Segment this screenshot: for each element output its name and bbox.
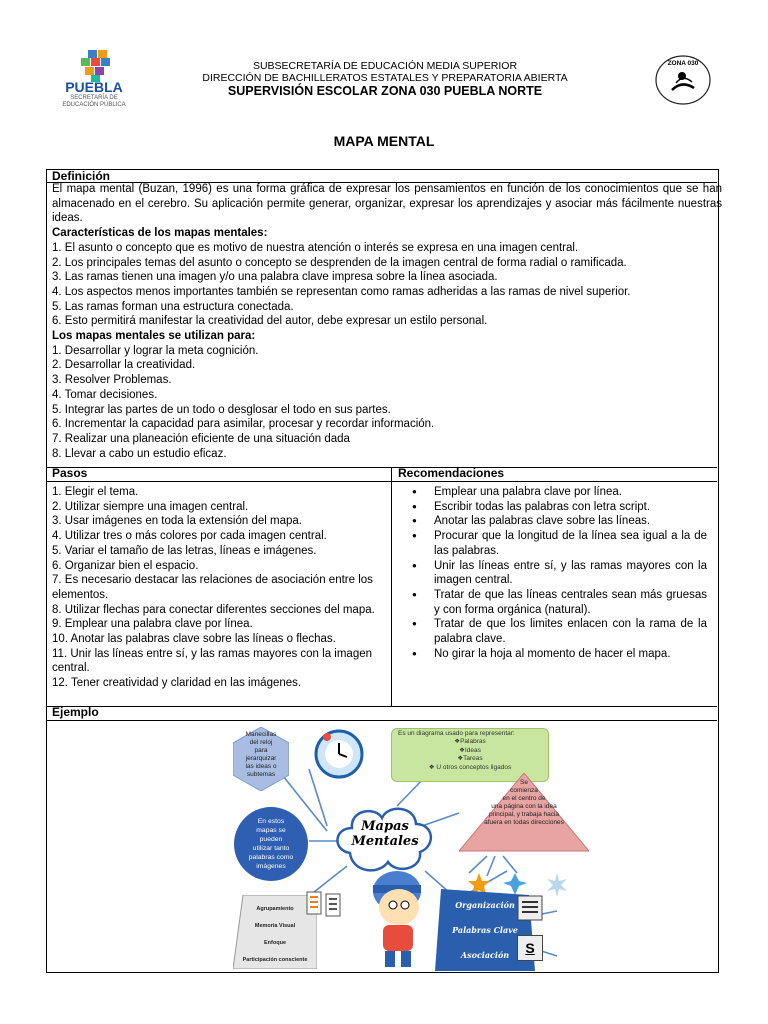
caracteristica-item: 2. Los principales temas del asunto o concepto se desprenden de la imagen central de forma radial o ramificada. <box>52 256 627 269</box>
zona-030-logo <box>648 50 718 110</box>
banner-item: Organización <box>455 900 515 910</box>
caracteristica-item: 3. Las ramas tienen una imagen y/o una palabra clave impresa sobre la línea asociada. <box>52 271 498 284</box>
recomendacion-item: ● Emplear una palabra clave por línea. <box>398 485 707 500</box>
mapa-mental-table <box>46 169 722 973</box>
puebla-logo-name: PUEBLA <box>65 79 123 95</box>
document-list-icon <box>306 891 346 919</box>
uso-item: 7. Realizar una planeación eficiente de una situación dada <box>52 432 350 445</box>
paso-item: 9. Emplear una palabra clave por línea. <box>52 618 253 631</box>
banner-item: Palabras Clave <box>452 925 518 935</box>
caracteristica-item: 6. Esto permitirá manifestar la creatividad del autor, debe expresar un estilo personal. <box>52 315 488 328</box>
paso-item: 4. Utilizar tres o más colores por cada imagen central. <box>52 530 327 543</box>
uso-item: 8. Llevar a cabo un estudio eficaz. <box>52 447 227 460</box>
trapezoid-node: Agrupamiento Memoria Visual Enfoque Participación consciente <box>233 895 317 969</box>
recomendacion-item: ● Escribir todas las palabras con letra script. <box>398 500 707 515</box>
central-topic-line-2: Mentales <box>351 834 419 849</box>
uso-item: 5. Integrar las partes de un todo o desglosar el todo en sus partes. <box>52 403 391 416</box>
hexagon-node: Manecillas del reloj para jerarquizar las ideas o subtemas <box>233 727 289 791</box>
recomendacion-item: ● Tratar de que las líneas centrales sean más gruesas y con forma orgánica (natural). <box>398 588 707 617</box>
caracteristica-item: 1. El asunto o concepto que es motivo de nuestra atención o interés se expresa en una imagen central. <box>52 241 579 254</box>
paso-item: 5. Variar el tamaño de las letras, líneas e imágenes. <box>52 544 317 557</box>
pasos-heading: Pasos <box>52 466 88 480</box>
lines-list-icon <box>517 895 543 921</box>
puebla-logo <box>56 50 132 116</box>
paso-item: 11. Unir las líneas entre sí, y las ramas mayores con la imagen central. <box>52 647 373 675</box>
child-cartoon-icon <box>363 863 435 971</box>
ejemplo-mind-map <box>47 721 717 971</box>
ejemplo-heading: Ejemplo <box>52 705 99 719</box>
paso-item: 2. Utilizar siempre una imagen central. <box>52 500 249 513</box>
usos-heading: Los mapas mentales se utilizan para: <box>52 330 256 343</box>
zona-030-seal-icon <box>648 50 718 110</box>
paso-item: 6. Organizar bien el espacio. <box>52 559 199 572</box>
uso-item: 4. Tomar decisiones. <box>52 388 158 401</box>
paso-item: 3. Usar imágenes en toda la extensión del mapa. <box>52 515 302 528</box>
header-line-1: SUBSECRETARÍA DE EDUCACIÓN MEDIA SUPERIOR <box>252 60 518 72</box>
central-topic <box>345 819 425 849</box>
puebla-logo-sub: SECRETARÍA DE EDUCACIÓN PÚBLICA <box>62 95 126 108</box>
recomendaciones-heading: Recomendaciones <box>398 466 505 480</box>
recomendaciones-list <box>393 485 717 661</box>
caracteristica-item: 5. Las ramas forman una estructura conectada. <box>52 300 294 313</box>
header-text <box>150 61 620 98</box>
paso-item: 1. Elegir el tema. <box>52 486 139 498</box>
caracteristicas-heading: Características de los mapas mentales: <box>52 227 268 240</box>
definicion-paragraph: El mapa mental (Buzan, 1996) es una forma gráfica de expresar los pensamientos en función de los conocimientos que se han almacenado en el cerebro. Su aplicación permite generar, organizar, expresar los aprendizajes y asociar más fácilmente nuestras ideas. <box>52 183 722 225</box>
paso-item: 12. Tener creatividad y claridad en las imágenes. <box>52 677 302 690</box>
uso-item: 1. Desarrollar y lograr la meta cognición. <box>52 344 259 357</box>
recomendacion-item: ● Tratar de que los limites enlacen con la rama de la palabra clave. <box>398 617 707 646</box>
pasos-list <box>47 485 391 691</box>
paso-item: 7. Es necesario destacar las relaciones de asociación entre los elementos. <box>52 574 373 601</box>
recomendacion-item: ● Anotar las palabras clave sobre las líneas. <box>398 514 707 529</box>
definicion-heading: Definición <box>52 169 111 183</box>
definicion-section <box>47 182 727 461</box>
start-center-triangle: Se comienza en el centro de una página con la idea principal, y trabaja hacia afuera en todas direcciones <box>459 773 589 853</box>
caracteristica-item: 4. Los aspectos menos importantes también se representan como ramas adheridas a las ramas de nivel superior. <box>52 285 631 298</box>
paso-item: 8. Utilizar flechas para conectar diferentes secciones del mapa. <box>52 603 375 616</box>
header-line-3: SUPERVISIÓN ESCOLAR ZONA 030 PUEBLA NORTE <box>227 84 543 98</box>
words-and-images-circle: En estos mapas se pueden utilizar tanto palabras como imágenes <box>234 807 308 881</box>
header-line-2: DIRECCIÓN DE BACHILLERATOS ESTATALES Y PREPARATORIA ABIERTA <box>202 71 568 84</box>
recomendacion-item: ● Procurar que la longitud de la línea sea igual a la de las palabras. <box>398 529 707 558</box>
puebla-cubes-icon <box>79 50 113 82</box>
uso-item: 6. Incrementar la capacidad para asimilar, procesar y recordar información. <box>52 418 435 431</box>
diagram-definition-box: Es un diagrama usado para representar: ❖Palabras ❖Ideas ❖Tareas ❖ U otros conceptos ligados <box>391 728 549 782</box>
banner-item: Asociación <box>460 950 510 960</box>
uso-item: 3. Resolver Problemas. <box>52 374 172 387</box>
svg-text:ZONA 030: ZONA 030 <box>667 60 699 67</box>
central-topic-line-1: Mapas <box>361 819 409 834</box>
recomendacion-item: ● Unir las líneas entre sí, y las ramas mayores con la imagen central. <box>398 559 707 588</box>
s-icon: S <box>517 935 543 961</box>
clock-icon <box>313 729 365 779</box>
paso-item: 10. Anotar las palabras clave sobre las líneas o flechas. <box>52 633 336 646</box>
uso-item: 2. Desarrollar la creatividad. <box>52 359 196 372</box>
page-title: MAPA MENTAL <box>333 133 435 149</box>
recomendacion-item: ● No girar la hoja al momento de hacer el mapa. <box>398 647 707 662</box>
